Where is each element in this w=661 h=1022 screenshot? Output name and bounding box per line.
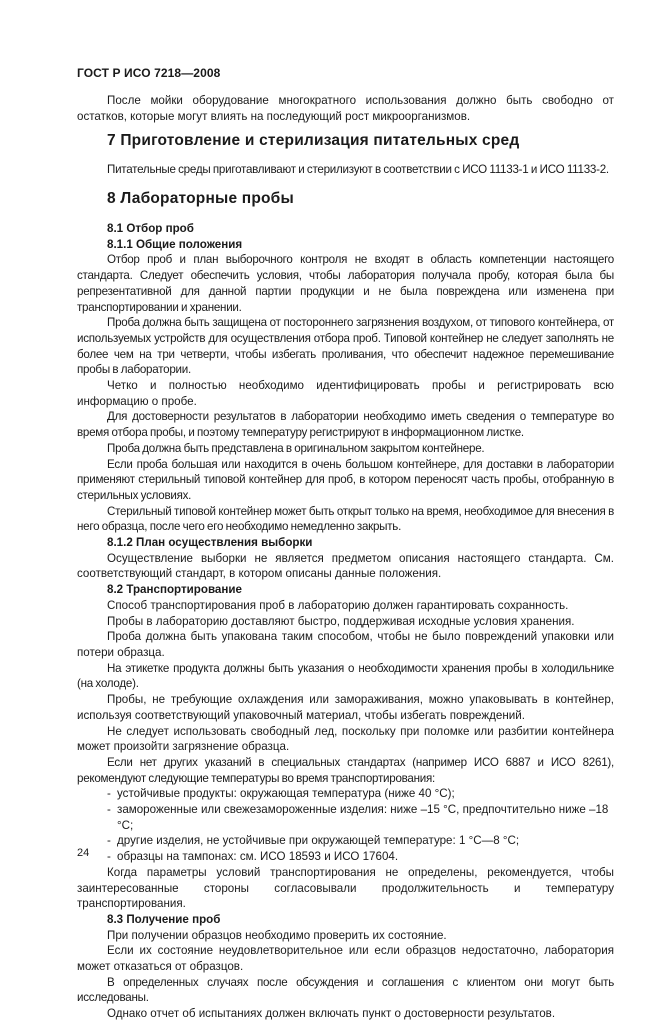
paragraph: На этикетке продукта должны быть указания о необходимости хранения пробы в холодильнике (на холоде). xyxy=(77,661,614,691)
paragraph: Если их состояние неудовлетворительное или если образцов недостаточно, лаборатория может отказаться от образцов. xyxy=(77,944,614,974)
page-number: 24 xyxy=(77,847,90,859)
paragraph: Осуществление выборки не является предметом описания настоящего стандарта. См. соответствующий стандарт, в котором описаны данные положения. xyxy=(77,551,614,581)
section-7-body xyxy=(77,162,614,178)
paragraph: При получении образцов необходимо проверить их состояние. xyxy=(107,928,447,942)
paragraph: Для достоверности результатов в лаборатории необходимо иметь сведения о температуре во время отбора пробы, и поэтому температуру регистрируют в информационном листке. xyxy=(77,410,614,440)
paragraph: Отбор проб и план выборочного контроля не входят в область компетенции настоящего стандарта. Следует обеспечить условия, чтобы лаборатория получала пробу, которая была бы репрезентативной для данной партии продукции и не была повреждена или изменена при транспортировании и хранении. xyxy=(77,253,614,314)
section-8-1-heading: 8.1 Отбор проб xyxy=(107,222,194,235)
paragraph: Однако отчет об испытаниях должен включать пункт о достоверности результатов. xyxy=(107,1007,556,1021)
paragraph: Способ транспортирования проб в лабораторию должен гарантировать сохранность. xyxy=(107,598,569,612)
list-item xyxy=(77,802,614,833)
paragraph: Пробы в лабораторию доставляют быстро, поддерживая исходные условия хранения. xyxy=(107,614,575,628)
list-item-text: устойчивые продукты: окружающая температура (ниже 40 °С); xyxy=(117,787,455,801)
list-item xyxy=(77,849,614,865)
section-8-1-2-heading: 8.1.2 План осуществления выборки xyxy=(107,536,313,550)
list-item-text: другие изделия, не устойчивые при окружающей температуре: 1 °С—8 °С; xyxy=(117,834,520,848)
list-item-text: замороженные или свежезамороженные изделия: ниже –15 °С, предпочтительно ниже –18 °С; xyxy=(117,803,609,832)
bullet-dash: - xyxy=(107,803,111,817)
intro-block xyxy=(77,93,614,124)
document-header: ГОСТ Р ИСО 7218—2008 xyxy=(77,66,221,80)
section-8-1-1-heading: 8.1.1 Общие положения xyxy=(107,237,243,251)
bullet-dash: - xyxy=(107,834,111,848)
section-7 xyxy=(77,132,614,150)
paragraph: Проба должна быть представлена в оригинальном закрытом контейнере. xyxy=(107,441,485,455)
section-8-2-heading: 8.2 Транспортирование xyxy=(107,583,242,597)
bullet-dash: - xyxy=(107,850,111,864)
paragraph: Если проба большая или находится в очень большом контейнере, для доставки в лаборатории применяют стерильный типовой контейнер для проб, в котором переносят часть пробы, отобранную в стерильных условиях. xyxy=(77,457,614,502)
list-item xyxy=(77,833,614,849)
list-item xyxy=(77,786,614,802)
paragraph: В определенных случаях после обсуждения и соглашения с клиентом они могут быть исследованы. xyxy=(77,975,614,1005)
section-8-heading: 8 Лабораторные пробы xyxy=(107,190,294,207)
section-8-3-heading: 8.3 Получение проб xyxy=(107,912,221,926)
paragraph: Если нет других указаний в специальных стандартах (например ИСО 6887 и ИСО 8261), рекомендуют следующие температуры во время транспортирования: xyxy=(77,755,614,785)
paragraph: Не следует использовать свободный лед, поскольку при поломке или разбитии контейнера может произойти загрязнение образца. xyxy=(77,724,614,754)
section-8 xyxy=(77,190,614,208)
paragraph: Когда параметры условий транспортирования не определены, рекомендуется, чтобы заинтересованные стороны согласовывали продолжительность и температуру транспортирования. xyxy=(77,865,614,911)
paragraph: Стерильный типовой контейнер может быть открыт только на время, необходимое для внесения в него образца, после чего его необходимо немедленно закрыть. xyxy=(77,504,614,534)
intro-paragraph: После мойки оборудование многократного использования должно быть свободно от остатков, которые могут влиять на последующий рост микроорганизмов. xyxy=(77,94,614,123)
list-item-text: образцы на тампонах: см. ИСО 18593 и ИСО 17604. xyxy=(117,850,399,864)
section-7-heading: 7 Приготовление и стерилизация питательных сред xyxy=(107,132,520,149)
section-8-body xyxy=(77,221,614,1022)
section-7-paragraph: Питательные среды приготавливают и стерилизуют в соответствии с ИСО 11133-1 и ИСО 11133-2. xyxy=(107,163,609,176)
bullet-dash: - xyxy=(107,787,111,801)
paragraph: Проба должна быть упакована таким способом, чтобы не было повреждений упаковки или потери образца. xyxy=(77,630,614,659)
paragraph: Проба должна быть защищена от постороннего загрязнения воздухом, от типового контейнера, от используемых устройств для осуществления отбора проб. Типовой контейнер не следует заполнять не более чем на три четверти, чтобы избегать проливания, что обеспечит надежное перемешивание пробы в лаборатории. xyxy=(77,316,614,377)
paragraph: Пробы, не требующие охлаждения или замораживания, можно упаковывать в контейнер, используя соответствующий упаковочный материал, чтобы избегать повреждений. xyxy=(77,693,614,722)
paragraph: Четко и полностью необходимо идентифицировать пробы и регистрировать всю информацию о пробе. xyxy=(77,379,614,408)
